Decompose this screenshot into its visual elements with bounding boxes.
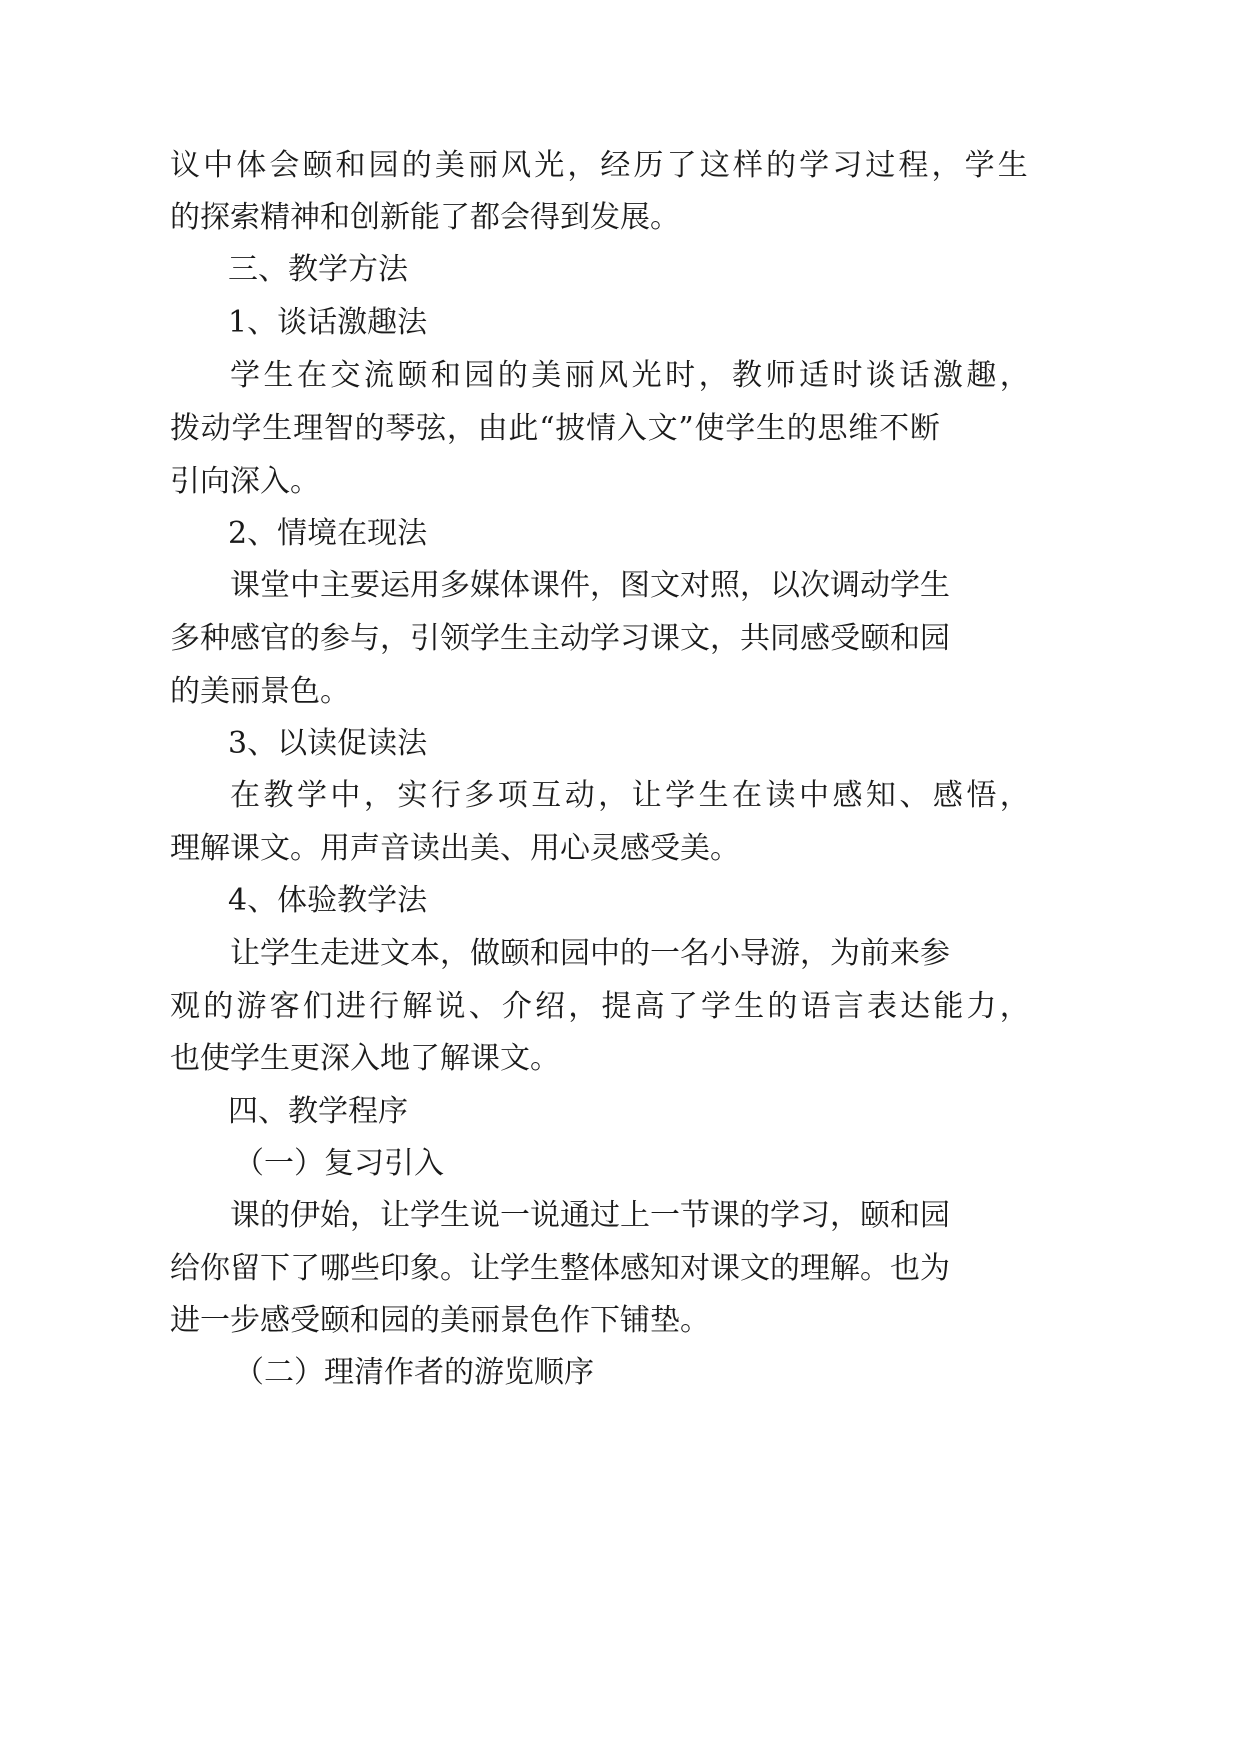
subsection-heading: （二）理清作者的游览顺序 <box>234 1355 594 1390</box>
paragraph-line: 议 中 体 会 颐 和 园 的 美 丽 风 光 ， 经 历 了 这 样 的 学 习 过 程 ， 学 生 <box>170 148 1028 183</box>
paragraph-line: 给 你 留 下 了 哪 些 印 象 。 让 学 生 整 体 感 知 对 课 文 的 理 解 。 也 为 <box>170 1251 950 1286</box>
subsection-heading: 2、情境在现法 <box>228 516 428 551</box>
paragraph-line: 进一步感受颐和园的美丽景色作下铺垫。 <box>170 1303 710 1338</box>
section-heading: 三、教学方法 <box>228 252 408 287</box>
section-heading: 四、教学程序 <box>228 1094 408 1129</box>
paragraph-line: 让 学 生 走 进 文 本 ， 做 颐 和 园 中 的 一 名 小 导 游 ， 为 前 来 参 <box>230 936 950 971</box>
paragraph-line: 理解课文。用声音读出美、用心灵感受美。 <box>170 831 740 866</box>
paragraph-line: 观 的 游 客 们 进 行 解 说 、 介 绍 ， 提 高 了 学 生 的 语 言 表 达 能 力 ， <box>170 989 1030 1024</box>
paragraph-line: 的美丽景色。 <box>170 674 350 709</box>
paragraph-line: 拨 动 学 生 理 智 的 琴 弦 ， 由 此 “ 披 情 入 文 ” 使 学 生 的 思 维 不 断 <box>170 411 940 446</box>
paragraph-line: 课 堂 中 主 要 运 用 多 媒 体 课 件 ， 图 文 对 照 ， 以 次 调 动 学 生 <box>230 568 950 603</box>
paragraph-line: 引向深入。 <box>170 464 320 499</box>
subsection-heading: 1、谈话激趣法 <box>228 305 428 340</box>
subsection-heading: 3、以读促读法 <box>228 726 428 761</box>
paragraph-line: 的探索精神和创新能了都会得到发展。 <box>170 200 680 235</box>
paragraph-line: 课 的 伊 始 ， 让 学 生 说 一 说 通 过 上 一 节 课 的 学 习 ， 颐 和 园 <box>230 1198 950 1233</box>
paragraph-line: 学 生 在 交 流 颐 和 园 的 美 丽 风 光 时 ， 教 师 适 时 谈 话 激 趣 ， <box>230 358 1030 393</box>
subsection-heading: （一）复习引入 <box>234 1146 444 1181</box>
subsection-heading: 4、体验教学法 <box>228 883 428 918</box>
paragraph-line: 在 教 学 中 ， 实 行 多 项 互 动 ， 让 学 生 在 读 中 感 知 、 感 悟 ， <box>230 778 1030 813</box>
paragraph-line: 也使学生更深入地了解课文。 <box>170 1041 560 1076</box>
paragraph-line: 多 种 感 官 的 参 与 ， 引 领 学 生 主 动 学 习 课 文 ， 共 同 感 受 颐 和 园 <box>170 621 950 656</box>
